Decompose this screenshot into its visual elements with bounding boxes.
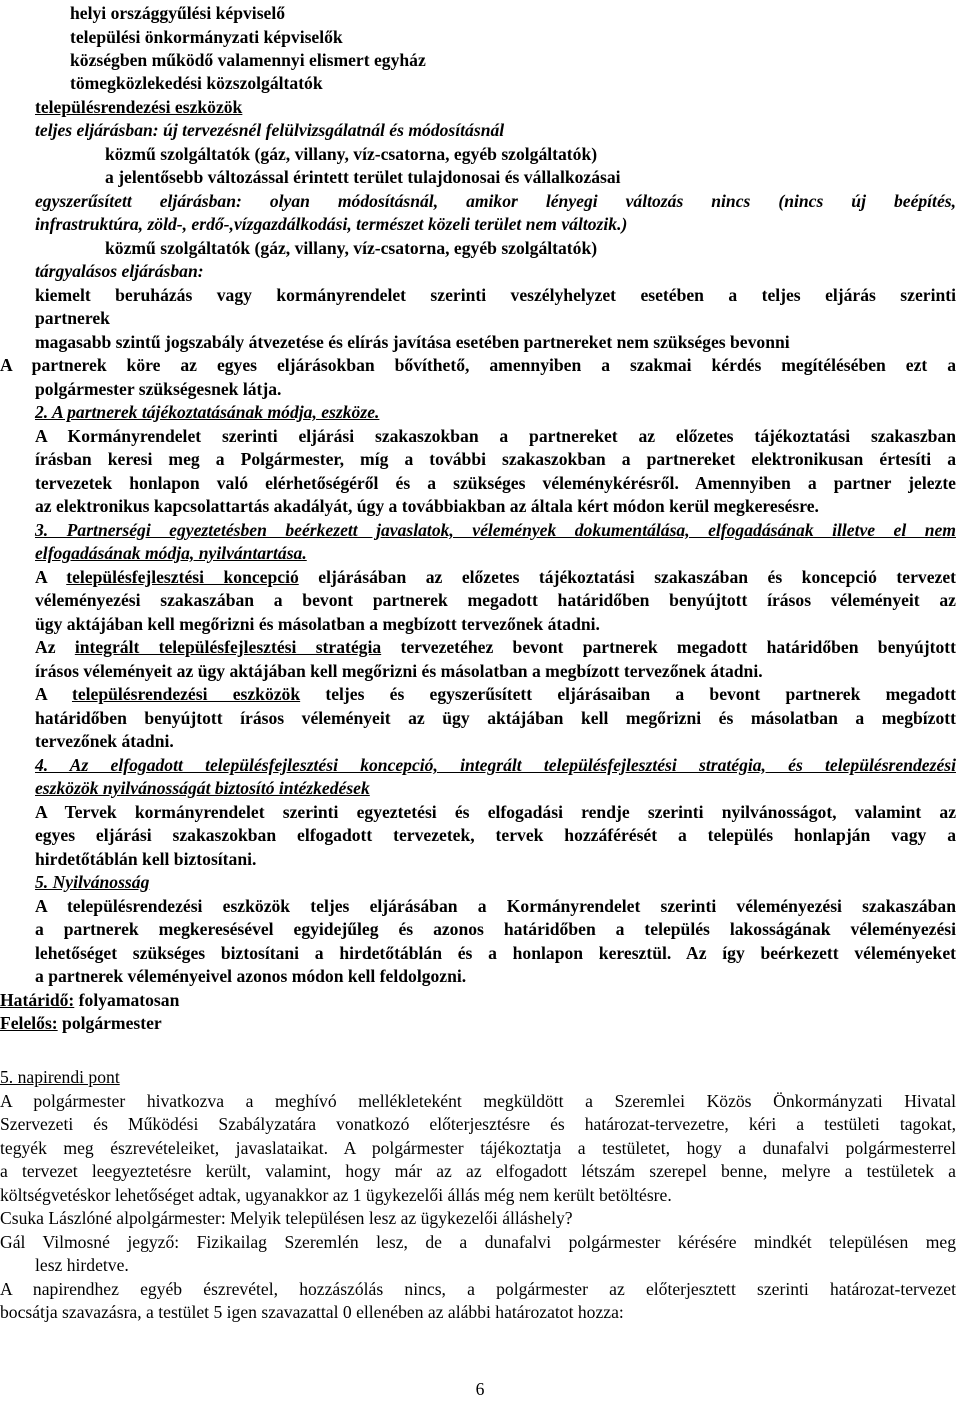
paragraph-line: tegyék meg észrevételeiket, javaslataikat. A polgármester tájékoztatja a testületet, hogy a dunafalvi polgármesterrel [0, 1138, 956, 1158]
procedure-heading: tárgyalásos eljárásban: [35, 261, 204, 281]
agenda-item-heading: 5. napirendi pont [0, 1067, 120, 1087]
underlined-term: településrendezési eszközök [71, 684, 301, 704]
paragraph-line: lehetőséget szükséges biztosítani a hirdetőtáblán és a honlapon keresztül. Az így beérkezett véleményeket [35, 943, 956, 963]
procedure-text: infrastruktúra, zöld-, erdő-,vízgazdálkodási, természet közeli terület nem változik.) [35, 214, 628, 234]
section-heading: elfogadásának módja, nyilvántartása. [35, 543, 307, 563]
section-heading: 2. A partnerek tájékoztatásának módja, eszköze. [35, 402, 380, 422]
paragraph-line: költségvetéskor lehetőséget adtak, ugyanakkor az 1 ügykezelői állás még nem került betöltésre. [0, 1185, 672, 1205]
paragraph-line: tervezetek honlapon való elérhetőségéről és a szükséges véleménykérésről. Amennyiben a partner jelezte [35, 473, 956, 493]
paragraph-line: az elektronikus kapcsolattartás akadályát, úgy a továbbiakban az általa kért módon kerül megkeresésre. [35, 496, 819, 516]
responsible-line: Felelős: polgármester [0, 1013, 162, 1033]
section-heading: eszközök nyilvánosságát biztosító intézkedések [35, 778, 370, 798]
section-heading: 5. Nyilvánosság [35, 872, 150, 892]
procedure-heading: egyszerűsített eljárásban: olyan módosításnál, amikor lényegi változás nincs (nincs új beépítés, [35, 191, 956, 211]
partner-list-item: települési önkormányzati képviselők [70, 27, 343, 47]
section-heading: 3. Partnerségi egyeztetésben beérkezett javaslatok, vélemények dokumentálása, elfogadásának illetve el nem [35, 520, 956, 540]
underlined-term: településfejlesztési koncepció [66, 567, 299, 587]
paragraph-line: Szervezeti és Működési Szabályzatára vonatkozó előterjesztésre és határozat-tervezetre, kéri a testületi tagokat, [0, 1114, 956, 1134]
paragraph-line: bocsátja szavazásra, a testület 5 igen szavazattal 0 ellenében az alábbi határozatot hozza: [0, 1302, 624, 1322]
procedure-heading: teljes eljárásban: új tervezésnél felülvizsgálatnál és módosításnál [35, 120, 505, 140]
paragraph-line: Csuka Lászlóné alpolgármester: Melyik településen lesz az ügykezelői álláshely? [0, 1208, 573, 1228]
section-heading: településrendezési eszközök [35, 97, 243, 117]
responsible-label: Felelős: [0, 1013, 58, 1033]
paragraph-line: A napirendhez egyéb észrevétel, hozzászólás nincs, a polgármester az előterjesztett szerinti határozat-tervezet [0, 1279, 956, 1299]
paragraph-line: írásos véleményeit az ügy aktájában kell megőrizni és másolatban a megbízott tervezőnek átadni. [35, 661, 763, 681]
partner-list-item: tömegközlekedési közszolgáltatók [70, 73, 323, 93]
paragraph-line: egyes eljárási szakaszokban elfogadott tervezetek, tervek hozzáférését a település honlapján vagy a [35, 825, 956, 845]
partner-list-item: községben működő valamennyi elismert egyház [70, 50, 426, 70]
paragraph-line: a partnerek megkeresésével egyidejűleg és azonos határidőben a település lakosságának véleményezési [35, 919, 956, 939]
paragraph-line: írásban keresi meg a Polgármester, míg a további szakaszokban a partnereket elektronikusan értesíti a [35, 449, 956, 469]
paragraph-line: A polgármester hivatkozva a meghívó mellékleteként megküldött a Szeremlei Közös Önkormányzati Hivatal [0, 1091, 956, 1111]
paragraph-line: A Tervek kormányrendelet szerinti egyeztetési és elfogadási rendje szerinti nyilvánosságot, valamint az [35, 802, 956, 822]
partner-list-item: helyi országgyűlési képviselő [70, 3, 286, 23]
partner-list-item: közmű szolgáltatók (gáz, villany, víz-csatorna, egyéb szolgáltatók) [105, 238, 598, 258]
paragraph-line: A településrendezési eszközök teljes és egyszerűsített eljárásaiban a bevont partnerek megadott [35, 684, 956, 704]
partner-list-item: közmű szolgáltatók (gáz, villany, víz-csatorna, egyéb szolgáltatók) [105, 144, 598, 164]
page-number: 6 [475, 1379, 485, 1399]
paragraph-line: polgármester szükségesnek látja. [35, 379, 282, 399]
paragraph-line: a partnerek véleményeivel azonos módon kell feldolgozni. [35, 966, 467, 986]
paragraph-line: a tervezet leegyeztetésre került, valamint, hogy már az az elfogadott létszám szerepel benne, melyre a testületek a [0, 1161, 956, 1181]
paragraph-line: kiemelt beruházás vagy kormányrendelet szerinti veszélyhelyzet esetében a teljes eljárás szerinti [35, 285, 956, 305]
paragraph-line: véleményezési szakaszában a bevont partnerek megadott határidőben benyújtott írásos véleményeit az [35, 590, 956, 610]
paragraph-line: A partnerek köre az egyes eljárásokban bővíthető, amennyiben a szakmai kérdés megítélésében ezt a [0, 355, 956, 375]
deadline-line: Határidő: folyamatosan [0, 990, 180, 1010]
paragraph-line: magasabb szintű jogszabály átvezetése és elírás javítása esetében partnereket nem szükséges bevonni [35, 332, 790, 352]
paragraph-line: Gál Vilmosné jegyző: Fizikailag Szeremlén lesz, de a dunafalvi polgármester kérésére mindkét településen meg [0, 1232, 956, 1252]
paragraph-line: ügy aktájában kell megőrizni és másolatban a megbízott tervezőnek átadni. [35, 614, 600, 634]
deadline-label: Határidő: [0, 990, 75, 1010]
paragraph-line: A településrendezési eszközök teljes eljárásában a Kormányrendelet szerinti véleményezési szakaszában [35, 896, 956, 916]
section-heading: 4. Az elfogadott településfejlesztési koncepció, integrált településfejlesztési stratégia, és településrendezési [35, 755, 956, 775]
underlined-term: integrált településfejlesztési stratégia [74, 637, 382, 657]
partner-list-item: a jelentősebb változással érintett terület tulajdonosai és vállalkozásai [105, 167, 621, 187]
paragraph-line: határidőben benyújtott írásos véleményeit az ügy aktájában kell megőrizni és másolatban a megbízott [35, 708, 956, 728]
paragraph-line: hirdetőtáblán kell biztosítani. [35, 849, 257, 869]
paragraph-line: A településfejlesztési koncepció eljárásában az előzetes tájékoztatási szakaszában és koncepció tervezet [35, 567, 956, 587]
paragraph-line: A Kormányrendelet szerinti eljárási szakaszokban a partnereket az előzetes tájékoztatási szakaszban [35, 426, 956, 446]
paragraph-line: partnerek [35, 308, 110, 328]
paragraph-line: lesz hirdetve. [35, 1255, 129, 1275]
paragraph-line: Az integrált településfejlesztési stratégia tervezetéhez bevont partnerek megadott határidőben benyújtott [35, 637, 956, 657]
paragraph-line: tervezőnek átadni. [35, 731, 174, 751]
